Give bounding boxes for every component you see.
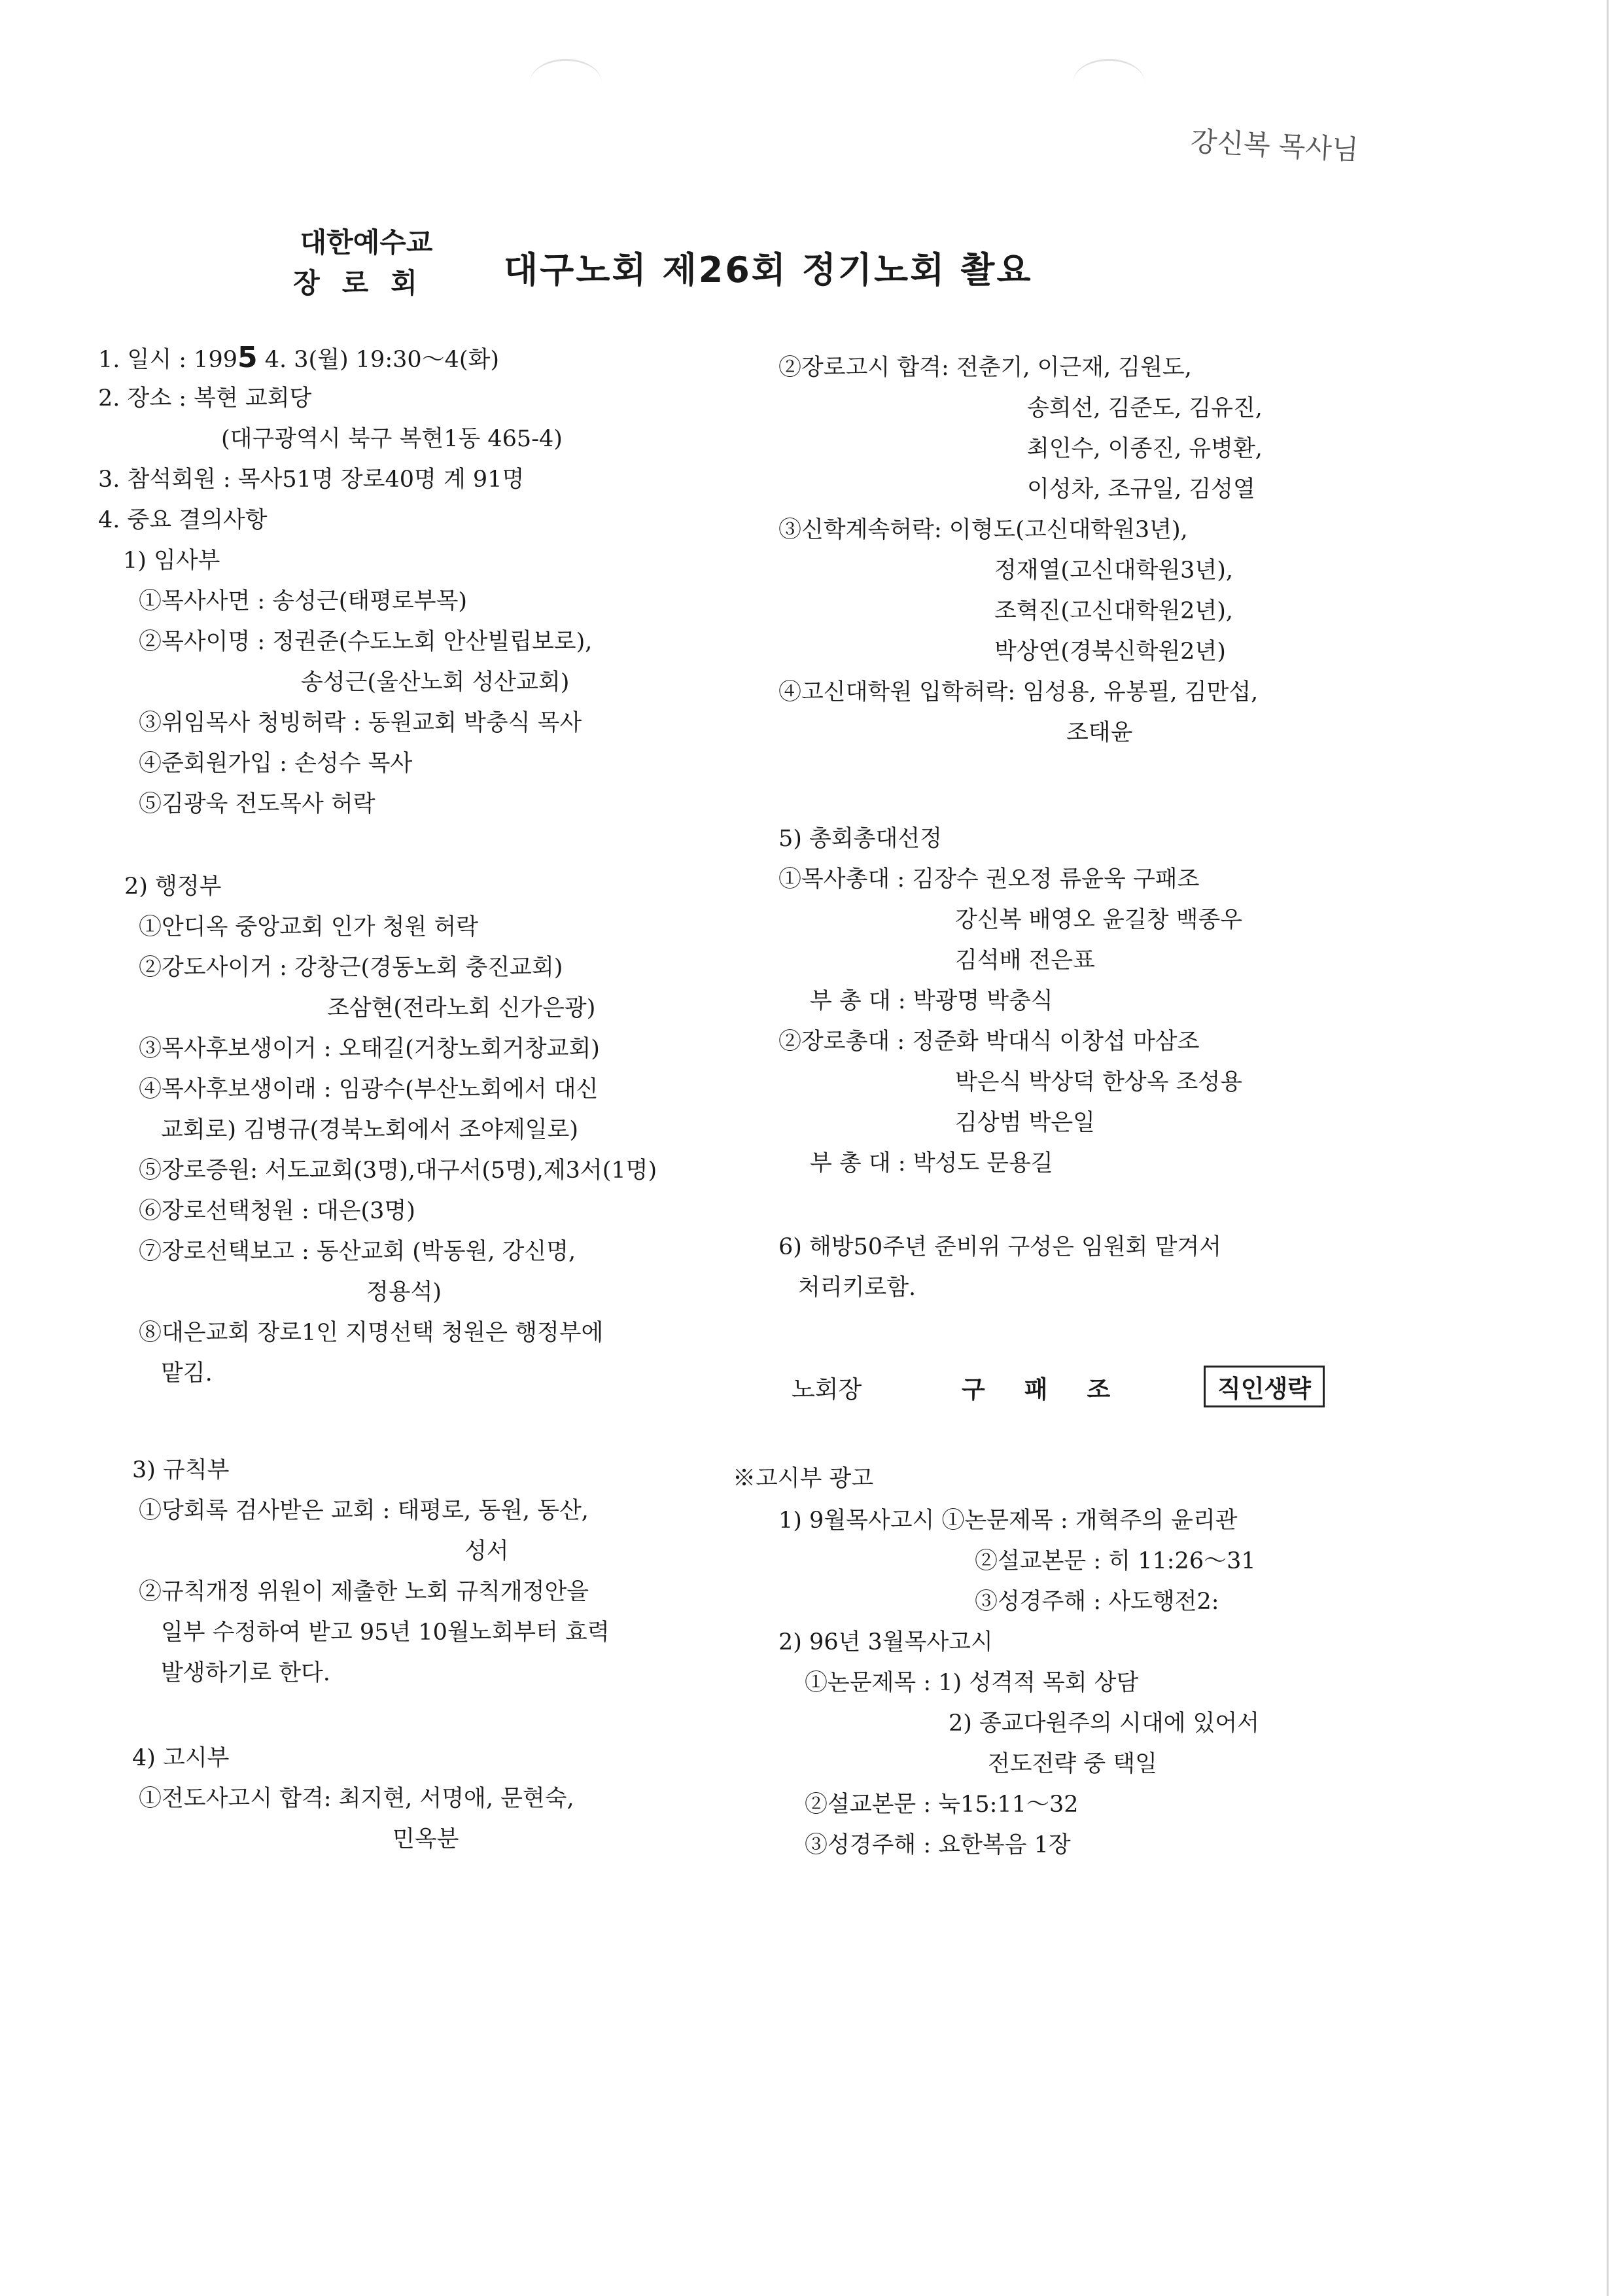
list-item-continuation: 조태윤 [1066, 720, 1133, 746]
list-item-continuation: 처리키로함. [798, 1275, 916, 1301]
list-item: ⑤장로증원: 서도교회(3명),대구서(5명),제3서(1명) [139, 1157, 657, 1184]
document-title: 대구노회 제26회 정기노회 촬요 [504, 249, 1033, 291]
list-item: ②규칙개정 위원이 제출한 노회 규칙개정안을 [139, 1579, 589, 1605]
list-item-continuation: 성서 [464, 1538, 509, 1564]
list-item: ①안디옥 중앙교회 인가 청원 허락 [139, 914, 479, 940]
date-line [98, 339, 499, 377]
list-item-continuation: 김석배 전은표 [955, 947, 1095, 974]
list-item-continuation: 2) 종교다원주의 시대에 있어서 [949, 1710, 1260, 1737]
list-item-continuation: 박은식 박상덕 한상옥 조성용 [955, 1069, 1243, 1095]
list-item-continuation: 정재열(고신대학원3년), [994, 557, 1233, 584]
date-suffix: 4. 3(월) 19:30～4(화) [257, 347, 500, 373]
list-item: ③위임목사 청빙허락 : 동원교회 박충식 목사 [139, 710, 582, 736]
list-item: 부 총 대 : 박광명 박충식 [810, 988, 1053, 1014]
list-item: ⑥장로선택청원 : 대은(3명) [139, 1198, 415, 1224]
section-heading: 3) 규칙부 [132, 1457, 230, 1483]
list-item: ③목사후보생이거 : 오태길(거창노회거창교회) [139, 1036, 600, 1062]
handwritten-year-digit: 5 [237, 341, 258, 374]
list-item-continuation: 맡김. [161, 1360, 213, 1386]
section-heading: 1) 임사부 [123, 548, 220, 574]
list-item: ②장로총대 : 정준화 박대식 이창섭 마삼조 [778, 1029, 1200, 1055]
section-heading: 2) 행정부 [124, 874, 222, 900]
page-edge [1607, 0, 1609, 2296]
list-item: 2) 96년 3월목사고시 [778, 1629, 993, 1655]
punch-hole-mark [530, 59, 602, 107]
list-item-continuation: ③성경주해 : 사도행전2: [975, 1589, 1219, 1615]
org-line-1: 대한예수교 [300, 226, 433, 258]
list-item: ①논문제목 : 1) 성격적 목회 상담 [805, 1670, 1139, 1696]
list-item: ④목사후보생이래 : 임광수(부산노회에서 대신 [139, 1076, 599, 1103]
resolutions-heading: 4. 중요 결의사항 [98, 507, 268, 533]
list-item: ①목사총대 : 김장수 권오정 류윤욱 구패조 [778, 866, 1200, 892]
list-item: ①목사사면 : 송성근(태평로부목) [139, 588, 468, 614]
list-item: ④고신대학원 입학허락: 임성용, 유봉필, 김만섭, [778, 679, 1259, 705]
list-item: 부 총 대 : 박성도 문용길 [810, 1150, 1053, 1176]
list-item: ⑤김광욱 전도목사 허락 [139, 791, 375, 817]
list-item-continuation: 발생하기로 한다. [161, 1660, 330, 1686]
attendance-line: 3. 참석회원 : 목사51명 장로40명 계 91명 [98, 467, 525, 493]
signature-name: 구패조 [962, 1375, 1150, 1404]
handwritten-note: 강신복 목사님 [1189, 125, 1359, 166]
place-address: (대구광역시 북구 복현1동 465-4) [221, 426, 563, 452]
list-item-continuation: 송희선, 김준도, 김유진, [1027, 395, 1263, 421]
list-item: ②설교본문 : 눅15:11～32 [805, 1792, 1079, 1818]
punch-hole-mark [1073, 59, 1145, 107]
list-item-continuation: ②설교본문 : 히 11:26～31 [975, 1548, 1256, 1574]
list-item-continuation: 송성근(울산노회 성산교회) [301, 669, 570, 696]
list-item-continuation: 박상연(경북신학원2년) [994, 639, 1226, 665]
seal-omitted-box: 직인생략 [1204, 1366, 1325, 1407]
list-item: 1) 9월목사고시 ①논문제목 : 개혁주의 윤리관 [778, 1508, 1238, 1534]
list-item-continuation: 교회로) 김병규(경북노회에서 조야제일로) [161, 1117, 578, 1143]
list-item-continuation: 전도전략 중 택일 [988, 1751, 1157, 1777]
list-item: ②목사이명 : 정권준(수도노회 안산빌립보로), [139, 629, 593, 655]
list-item: ③신학계속허락: 이형도(고신대학원3년), [778, 517, 1188, 543]
organization-name [268, 222, 464, 304]
list-item-continuation: 민옥분 [393, 1826, 459, 1852]
list-item: ③성경주해 : 요한복음 1장 [805, 1832, 1071, 1858]
list-item-continuation: 이성차, 조규일, 김성열 [1027, 476, 1255, 503]
list-item-continuation: 강신복 배영오 윤길창 백종우 [955, 907, 1243, 933]
org-line-2: 장로회 [293, 267, 440, 299]
signature-label: 노회장 [792, 1375, 862, 1404]
list-item-continuation: 조혁진(고신대학원2년), [994, 598, 1233, 624]
list-item-continuation: 최인수, 이종진, 유병환, [1027, 436, 1263, 462]
list-item: ⑦장로선택보고 : 동산교회 (박동원, 강신명, [139, 1239, 576, 1265]
list-item: ⑧대은교회 장로1인 지명선택 청원은 행정부에 [139, 1320, 604, 1346]
list-item: ①당회록 검사받은 교회 : 태평로, 동원, 동산, [139, 1498, 589, 1524]
list-item: ④준회원가입 : 손성수 목사 [139, 751, 413, 777]
section-heading: 4) 고시부 [132, 1745, 230, 1771]
section-heading: 5) 총회총대선정 [778, 826, 942, 852]
list-item: ①전도사고시 합격: 최지현, 서명애, 문현숙, [139, 1786, 574, 1812]
list-item: ②강도사이거 : 강창근(경동노회 충진교회) [139, 955, 563, 981]
date-prefix: 1. 일시 : 199 [98, 347, 237, 373]
list-item: ②장로고시 합격: 전춘기, 이근재, 김원도, [778, 355, 1192, 381]
list-item-continuation: 조삼현(전라노회 신가은광) [327, 995, 596, 1021]
list-item-continuation: 정용석) [366, 1279, 442, 1305]
section-heading: 6) 해방50주년 준비위 구성은 임원회 맡겨서 [778, 1234, 1222, 1260]
list-item-continuation: 김상범 박은일 [955, 1110, 1095, 1136]
list-item-continuation: 일부 수정하여 받고 95년 10월노회부터 효력 [161, 1619, 610, 1646]
place-line: 2. 장소 : 복현 교회당 [98, 385, 312, 412]
notice-heading: ※고시부 광고 [733, 1466, 874, 1492]
